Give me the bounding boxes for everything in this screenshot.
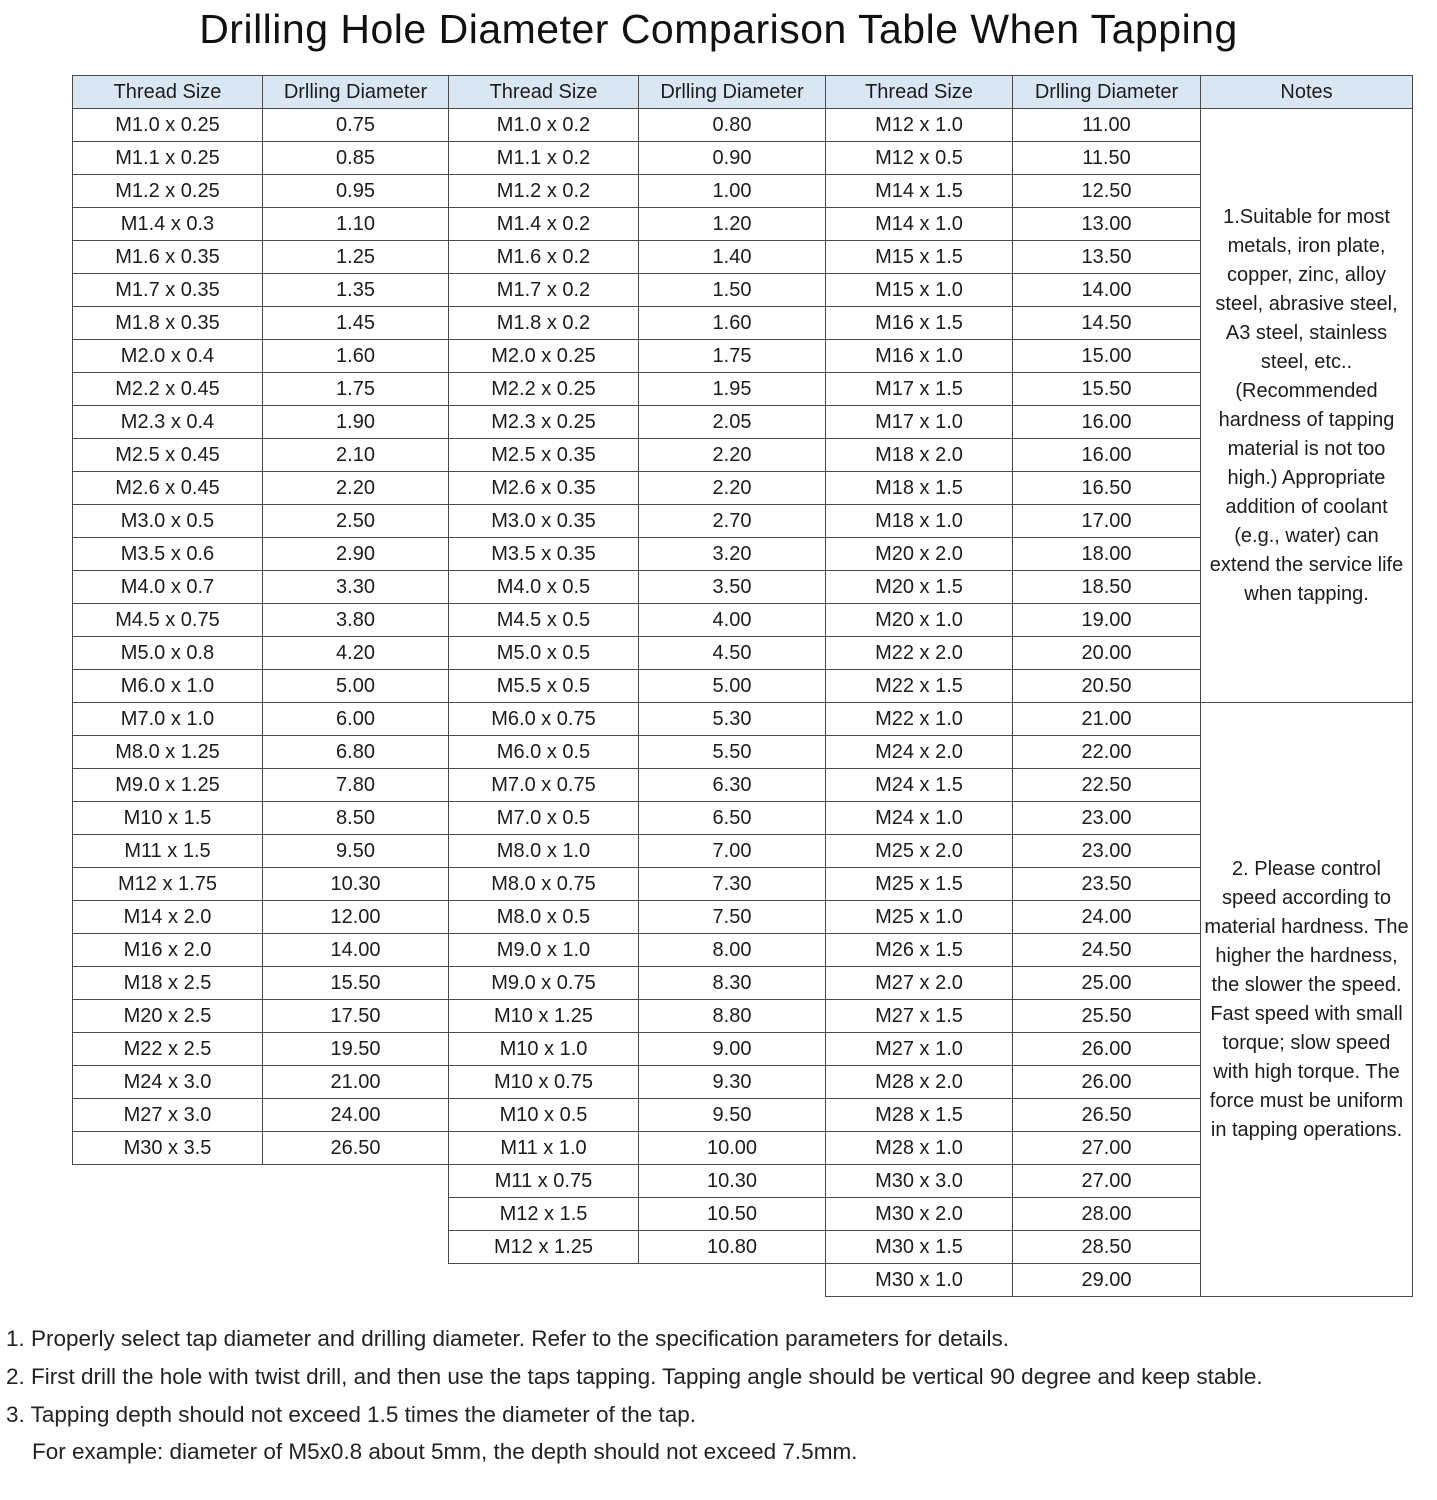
thread-size-cell-g1: M1.1 x 0.25 [73,142,263,175]
thread-size-cell-g1: M2.0 x 0.4 [73,340,263,373]
drilling-diameter-cell-g1: 21.00 [263,1066,449,1099]
header-thread-size-1: Thread Size [73,76,263,109]
drilling-diameter-cell-g1: 1.35 [263,274,449,307]
drilling-diameter-cell-g1 [263,1165,449,1198]
drilling-diameter-cell-g2: 3.50 [639,571,826,604]
drilling-diameter-cell-g3: 23.00 [1013,835,1201,868]
drilling-diameter-cell-g1: 2.50 [263,505,449,538]
thread-size-cell-g2: M12 x 1.5 [449,1198,639,1231]
thread-size-cell-g1: M2.2 x 0.45 [73,373,263,406]
thread-size-cell-g2: M9.0 x 0.75 [449,967,639,1000]
thread-size-cell-g2: M9.0 x 1.0 [449,934,639,967]
drilling-diameter-cell-g1: 24.00 [263,1099,449,1132]
drilling-diameter-cell-g3: 16.00 [1013,439,1201,472]
drilling-diameter-cell-g3: 26.50 [1013,1099,1201,1132]
drilling-diameter-cell-g3: 27.00 [1013,1132,1201,1165]
thread-size-cell-g3: M27 x 1.0 [826,1033,1013,1066]
table-header [73,76,1413,109]
drilling-diameter-cell-g2: 2.05 [639,406,826,439]
thread-size-cell-g3: M18 x 1.5 [826,472,1013,505]
thread-size-cell-g2: M8.0 x 1.0 [449,835,639,868]
drilling-diameter-cell-g1: 19.50 [263,1033,449,1066]
thread-size-cell-g2: M1.8 x 0.2 [449,307,639,340]
thread-size-cell-g1: M12 x 1.75 [73,868,263,901]
thread-size-cell-g2: M2.0 x 0.25 [449,340,639,373]
drilling-diameter-cell-g3: 14.00 [1013,274,1201,307]
thread-size-cell-g2: M5.0 x 0.5 [449,637,639,670]
footnote-1: 1. Properly select tap diameter and drilling diameter. Refer to the specification parameters for details. [6,1326,1009,1351]
thread-size-cell-g2: M1.6 x 0.2 [449,241,639,274]
drilling-diameter-cell-g2: 1.20 [639,208,826,241]
thread-size-cell-g3: M14 x 1.0 [826,208,1013,241]
thread-size-cell-g1: M8.0 x 1.25 [73,736,263,769]
footnote-3-example: For example: diameter of M5x0.8 about 5mm, the depth should not exceed 7.5mm. [32,1439,858,1465]
drilling-diameter-cell-g3: 15.50 [1013,373,1201,406]
thread-size-cell-g1: M14 x 2.0 [73,901,263,934]
footnote-3: 3. Tapping depth should not exceed 1.5 times the diameter of the tap. [6,1401,697,1427]
thread-size-cell-g3: M16 x 1.5 [826,307,1013,340]
drilling-diameter-cell-g3: 26.00 [1013,1066,1201,1099]
thread-size-cell-g3: M24 x 1.5 [826,769,1013,802]
drilling-diameter-cell-g3: 20.50 [1013,670,1201,703]
thread-size-cell-g2: M1.1 x 0.2 [449,142,639,175]
thread-size-cell-g2: M11 x 1.0 [449,1132,639,1165]
thread-size-cell-g2: M1.0 x 0.2 [449,109,639,142]
thread-size-cell-g2: M10 x 0.5 [449,1099,639,1132]
drilling-diameter-cell-g2: 8.30 [639,967,826,1000]
drilling-diameter-cell-g2: 10.50 [639,1198,826,1231]
drilling-diameter-cell-g3: 25.50 [1013,1000,1201,1033]
drilling-diameter-cell-g2: 9.00 [639,1033,826,1066]
drilling-diameter-cell-g3: 19.00 [1013,604,1201,637]
drilling-diameter-cell-g1: 7.80 [263,769,449,802]
thread-size-cell-g1 [73,1165,263,1198]
thread-size-cell-g3: M26 x 1.5 [826,934,1013,967]
drilling-diameter-cell-g2: 6.30 [639,769,826,802]
drilling-diameter-cell-g1: 1.60 [263,340,449,373]
header-row [73,76,1413,109]
drilling-diameter-cell-g3: 26.00 [1013,1033,1201,1066]
thread-size-cell-g1 [73,1198,263,1231]
thread-size-cell-g2: M3.5 x 0.35 [449,538,639,571]
drilling-diameter-cell-g2: 0.90 [639,142,826,175]
drilling-diameter-cell-g3: 28.00 [1013,1198,1201,1231]
thread-size-cell-g3: M14 x 1.5 [826,175,1013,208]
drilling-diameter-cell-g2: 7.00 [639,835,826,868]
thread-size-cell-g2: M1.2 x 0.2 [449,175,639,208]
thread-size-cell-g3: M20 x 1.0 [826,604,1013,637]
thread-size-cell-g1: M1.4 x 0.3 [73,208,263,241]
drilling-diameter-cell-g1: 3.80 [263,604,449,637]
drilling-diameter-cell-g1: 6.00 [263,703,449,736]
thread-size-cell-g2: M7.0 x 0.75 [449,769,639,802]
header-notes: Notes [1201,76,1413,109]
drilling-diameter-cell-g2: 1.40 [639,241,826,274]
drilling-diameter-cell-g3: 16.00 [1013,406,1201,439]
thread-size-cell-g1 [73,1231,263,1264]
drilling-diameter-cell-g2: 1.60 [639,307,826,340]
thread-size-cell-g1: M9.0 x 1.25 [73,769,263,802]
drilling-diameter-cell-g3: 24.50 [1013,934,1201,967]
drilling-diameter-cell-g1: 2.10 [263,439,449,472]
drilling-diameter-cell-g3: 18.50 [1013,571,1201,604]
thread-size-cell-g1: M30 x 3.5 [73,1132,263,1165]
thread-size-cell-g2 [449,1264,639,1297]
header-drilling-diameter-3: Drlling Diameter [1013,76,1201,109]
drilling-diameter-cell-g1: 10.30 [263,868,449,901]
thread-size-cell-g1: M22 x 2.5 [73,1033,263,1066]
thread-size-cell-g2: M2.3 x 0.25 [449,406,639,439]
thread-size-cell-g3: M28 x 1.0 [826,1132,1013,1165]
thread-size-cell-g1: M27 x 3.0 [73,1099,263,1132]
drilling-diameter-cell-g1: 1.10 [263,208,449,241]
thread-size-cell-g2: M8.0 x 0.75 [449,868,639,901]
drilling-comparison-table [72,75,1413,1297]
thread-size-cell-g1: M2.6 x 0.45 [73,472,263,505]
thread-size-cell-g2: M10 x 1.25 [449,1000,639,1033]
thread-size-cell-g2: M11 x 0.75 [449,1165,639,1198]
drilling-diameter-cell-g1 [263,1198,449,1231]
thread-size-cell-g1: M1.8 x 0.35 [73,307,263,340]
page-title: Drilling Hole Diameter Comparison Table When Tapping [199,6,1238,52]
drilling-diameter-cell-g2: 7.30 [639,868,826,901]
drilling-diameter-cell-g2: 10.30 [639,1165,826,1198]
drilling-diameter-cell-g2: 9.30 [639,1066,826,1099]
thread-size-cell-g1: M1.6 x 0.35 [73,241,263,274]
header-drilling-diameter-2: Drlling Diameter [639,76,826,109]
thread-size-cell-g3: M30 x 1.5 [826,1231,1013,1264]
drilling-diameter-cell-g1: 6.80 [263,736,449,769]
thread-size-cell-g3: M12 x 0.5 [826,142,1013,175]
thread-size-cell-g2: M8.0 x 0.5 [449,901,639,934]
drilling-diameter-cell-g1: 2.20 [263,472,449,505]
thread-size-cell-g1: M10 x 1.5 [73,802,263,835]
thread-size-cell-g1: M7.0 x 1.0 [73,703,263,736]
drilling-diameter-cell-g3: 25.00 [1013,967,1201,1000]
drilling-diameter-cell-g2: 2.20 [639,472,826,505]
thread-size-cell-g1: M24 x 3.0 [73,1066,263,1099]
drilling-diameter-cell-g2: 2.20 [639,439,826,472]
thread-size-cell-g1: M20 x 2.5 [73,1000,263,1033]
drilling-diameter-cell-g2: 1.50 [639,274,826,307]
thread-size-cell-g2: M2.6 x 0.35 [449,472,639,505]
thread-size-cell-g1: M1.2 x 0.25 [73,175,263,208]
drilling-diameter-cell-g2: 2.70 [639,505,826,538]
thread-size-cell-g2: M10 x 1.0 [449,1033,639,1066]
thread-size-cell-g3: M25 x 1.0 [826,901,1013,934]
thread-size-cell-g3: M17 x 1.0 [826,406,1013,439]
thread-size-cell-g3: M28 x 2.0 [826,1066,1013,1099]
drilling-diameter-cell-g2: 9.50 [639,1099,826,1132]
thread-size-cell-g2: M4.5 x 0.5 [449,604,639,637]
thread-size-cell-g1: M2.5 x 0.45 [73,439,263,472]
thread-size-cell-g3: M12 x 1.0 [826,109,1013,142]
drilling-diameter-cell-g1: 8.50 [263,802,449,835]
drilling-diameter-cell-g1: 14.00 [263,934,449,967]
thread-size-cell-g1 [73,1264,263,1297]
drilling-diameter-cell-g2: 0.80 [639,109,826,142]
drilling-diameter-cell-g3: 17.00 [1013,505,1201,538]
thread-size-cell-g3: M30 x 3.0 [826,1165,1013,1198]
thread-size-cell-g3: M25 x 1.5 [826,868,1013,901]
drilling-diameter-cell-g3: 24.00 [1013,901,1201,934]
drilling-diameter-cell-g3: 13.00 [1013,208,1201,241]
table-row [73,703,1413,736]
drilling-diameter-cell-g3: 23.00 [1013,802,1201,835]
thread-size-cell-g3: M24 x 1.0 [826,802,1013,835]
thread-size-cell-g2: M7.0 x 0.5 [449,802,639,835]
header-thread-size-2: Thread Size [449,76,639,109]
drilling-diameter-cell-g3: 21.00 [1013,703,1201,736]
drilling-diameter-cell-g1: 1.90 [263,406,449,439]
thread-size-cell-g1: M16 x 2.0 [73,934,263,967]
thread-size-cell-g3: M27 x 1.5 [826,1000,1013,1033]
drilling-diameter-cell-g2 [639,1264,826,1297]
thread-size-cell-g3: M22 x 1.0 [826,703,1013,736]
thread-size-cell-g2: M6.0 x 0.5 [449,736,639,769]
table-body [73,109,1413,1297]
drilling-diameter-cell-g2: 7.50 [639,901,826,934]
thread-size-cell-g3: M22 x 2.0 [826,637,1013,670]
notes-cell-2: 2. Please control speed according to material hardness. The higher the hardness, the slower the speed. Fast speed with small torque; slow speed with high torque. The force must be uniform in tapping operations. [1201,703,1413,1297]
drilling-diameter-cell-g2: 1.00 [639,175,826,208]
thread-size-cell-g2: M3.0 x 0.35 [449,505,639,538]
drilling-diameter-cell-g1: 3.30 [263,571,449,604]
thread-size-cell-g2: M1.7 x 0.2 [449,274,639,307]
drilling-diameter-cell-g1: 9.50 [263,835,449,868]
thread-size-cell-g1: M11 x 1.5 [73,835,263,868]
drilling-diameter-cell-g2: 10.00 [639,1132,826,1165]
drilling-diameter-cell-g3: 27.00 [1013,1165,1201,1198]
thread-size-cell-g3: M30 x 1.0 [826,1264,1013,1297]
thread-size-cell-g1: M1.7 x 0.35 [73,274,263,307]
thread-size-cell-g3: M30 x 2.0 [826,1198,1013,1231]
thread-size-cell-g1: M1.0 x 0.25 [73,109,263,142]
drilling-diameter-cell-g1: 4.20 [263,637,449,670]
drilling-diameter-cell-g3: 20.00 [1013,637,1201,670]
thread-size-cell-g2: M2.2 x 0.25 [449,373,639,406]
thread-size-cell-g2: M10 x 0.75 [449,1066,639,1099]
drilling-diameter-cell-g1: 1.25 [263,241,449,274]
drilling-diameter-cell-g2: 5.00 [639,670,826,703]
thread-size-cell-g3: M18 x 1.0 [826,505,1013,538]
drilling-diameter-cell-g2: 1.75 [639,340,826,373]
header-drilling-diameter-1: Drlling Diameter [263,76,449,109]
drilling-diameter-cell-g1: 0.85 [263,142,449,175]
drilling-diameter-cell-g3: 16.50 [1013,472,1201,505]
drilling-diameter-cell-g1: 26.50 [263,1132,449,1165]
drilling-diameter-cell-g1 [263,1231,449,1264]
drilling-diameter-cell-g2: 5.30 [639,703,826,736]
thread-size-cell-g3: M18 x 2.0 [826,439,1013,472]
thread-size-cell-g2: M4.0 x 0.5 [449,571,639,604]
drilling-diameter-cell-g2: 8.80 [639,1000,826,1033]
thread-size-cell-g3: M15 x 1.0 [826,274,1013,307]
drilling-diameter-cell-g2: 6.50 [639,802,826,835]
drilling-diameter-cell-g2: 4.00 [639,604,826,637]
thread-size-cell-g1: M2.3 x 0.4 [73,406,263,439]
drilling-diameter-cell-g2: 4.50 [639,637,826,670]
thread-size-cell-g1: M4.5 x 0.75 [73,604,263,637]
drilling-diameter-cell-g3: 12.50 [1013,175,1201,208]
drilling-diameter-cell-g1: 0.95 [263,175,449,208]
drilling-diameter-cell-g3: 14.50 [1013,307,1201,340]
notes-cell-1: 1.Suitable for most metals, iron plate, copper, zinc, alloy steel, abrasive steel, A3 steel, stainless steel, etc..(Recommended hardness of tapping material is not too high.) Appropriate addition of coolant (e.g., water) can extend the service life when tapping. [1201,109,1413,703]
drilling-diameter-cell-g2: 3.20 [639,538,826,571]
thread-size-cell-g2: M5.5 x 0.5 [449,670,639,703]
drilling-diameter-cell-g3: 11.50 [1013,142,1201,175]
drilling-diameter-cell-g3: 28.50 [1013,1231,1201,1264]
thread-size-cell-g3: M17 x 1.5 [826,373,1013,406]
footnote-2: 2. First drill the hole with twist drill, and then use the taps tapping. Tapping angle should be vertical 90 degree and keep stable. [6,1363,1263,1389]
drilling-diameter-cell-g3: 18.00 [1013,538,1201,571]
thread-size-cell-g3: M20 x 1.5 [826,571,1013,604]
thread-size-cell-g3: M22 x 1.5 [826,670,1013,703]
thread-size-cell-g3: M24 x 2.0 [826,736,1013,769]
thread-size-cell-g1: M6.0 x 1.0 [73,670,263,703]
drilling-diameter-cell-g1: 1.45 [263,307,449,340]
footnotes [6,1327,1437,1465]
thread-size-cell-g1: M5.0 x 0.8 [73,637,263,670]
drilling-diameter-cell-g2: 5.50 [639,736,826,769]
thread-size-cell-g2: M2.5 x 0.35 [449,439,639,472]
thread-size-cell-g1: M4.0 x 0.7 [73,571,263,604]
thread-size-cell-g3: M16 x 1.0 [826,340,1013,373]
drilling-diameter-cell-g3: 23.50 [1013,868,1201,901]
thread-size-cell-g2: M1.4 x 0.2 [449,208,639,241]
thread-size-cell-g1: M3.0 x 0.5 [73,505,263,538]
drilling-diameter-cell-g3: 15.00 [1013,340,1201,373]
thread-size-cell-g3: M20 x 2.0 [826,538,1013,571]
drilling-diameter-cell-g1: 2.90 [263,538,449,571]
drilling-diameter-cell-g3: 29.00 [1013,1264,1201,1297]
thread-size-cell-g1: M3.5 x 0.6 [73,538,263,571]
drilling-diameter-cell-g2: 1.95 [639,373,826,406]
thread-size-cell-g3: M15 x 1.5 [826,241,1013,274]
thread-size-cell-g3: M27 x 2.0 [826,967,1013,1000]
drilling-diameter-cell-g2: 10.80 [639,1231,826,1264]
drilling-diameter-cell-g1: 17.50 [263,1000,449,1033]
thread-size-cell-g3: M28 x 1.5 [826,1099,1013,1132]
drilling-diameter-cell-g1: 1.75 [263,373,449,406]
drilling-diameter-cell-g1: 5.00 [263,670,449,703]
drilling-diameter-cell-g1: 0.75 [263,109,449,142]
drilling-diameter-cell-g3: 22.00 [1013,736,1201,769]
thread-size-cell-g3: M25 x 2.0 [826,835,1013,868]
thread-size-cell-g2: M6.0 x 0.75 [449,703,639,736]
drilling-diameter-cell-g1: 15.50 [263,967,449,1000]
drilling-diameter-cell-g1: 12.00 [263,901,449,934]
drilling-diameter-cell-g1 [263,1264,449,1297]
drilling-diameter-cell-g3: 13.50 [1013,241,1201,274]
thread-size-cell-g2: M12 x 1.25 [449,1231,639,1264]
drilling-diameter-cell-g2: 8.00 [639,934,826,967]
thread-size-cell-g1: M18 x 2.5 [73,967,263,1000]
header-thread-size-3: Thread Size [826,76,1013,109]
drilling-diameter-cell-g3: 11.00 [1013,109,1201,142]
drilling-diameter-cell-g3: 22.50 [1013,769,1201,802]
table-row [73,109,1413,142]
